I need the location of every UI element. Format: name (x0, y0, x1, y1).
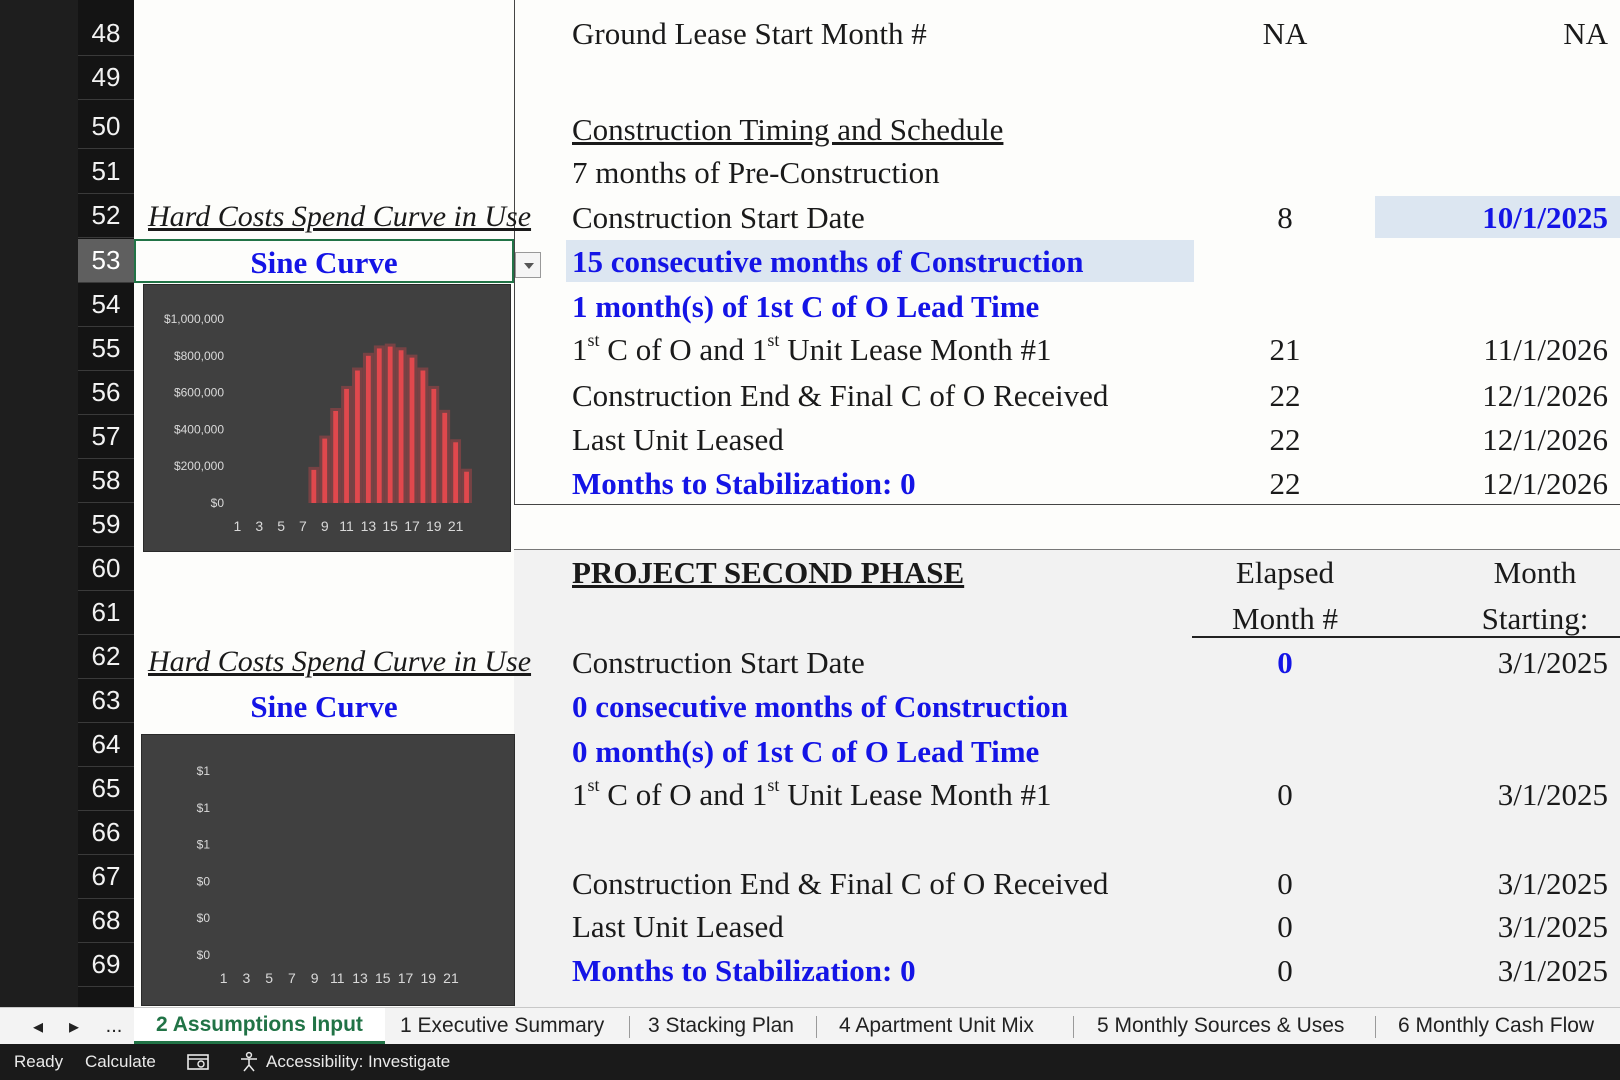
construction-end-label: Construction End & Final C of O Received (572, 378, 1109, 413)
elapsed-header: Elapsed (1235, 555, 1335, 590)
x-tick-label: 21 (447, 518, 464, 534)
row-header[interactable]: 62 (78, 635, 134, 679)
y-tick-label: $1,000,000 (163, 312, 224, 326)
last-unit-leased-num: 22 (1269, 422, 1301, 457)
y-tick-label: $800,000 (173, 348, 224, 363)
y-tick-label: $600,000 (173, 385, 224, 400)
p2-construction-end-num: 0 (1277, 866, 1293, 901)
p2-months-to-stabilization-num: 0 (1277, 953, 1293, 988)
last-unit-leased-label: Last Unit Leased (572, 422, 784, 457)
bar[interactable] (377, 348, 382, 503)
bar[interactable] (453, 442, 458, 503)
status-accessibility[interactable]: Accessibility: Investigate (266, 1052, 451, 1071)
tab-executive-summary[interactable]: 1 Executive Summary (400, 1014, 605, 1037)
bar[interactable] (399, 350, 404, 503)
section-border-bottom (514, 504, 1620, 505)
tab-assumptions-input[interactable]: 2 Assumptions Input (134, 1008, 385, 1044)
tab-scroll-left-icon[interactable]: ◂ (32, 1015, 44, 1038)
curve-label-1: Hard Costs Spend Curve in Use (148, 200, 532, 233)
x-tick-label: 15 (374, 970, 391, 986)
p2-construction-end-date: 3/1/2025 (1497, 866, 1608, 901)
status-ready: Ready (14, 1052, 64, 1071)
lead-time-text[interactable]: 1 month(s) of 1st C of O Lead Time (572, 289, 1040, 324)
sheet-tab-bar (0, 1007, 1620, 1044)
x-tick-label: 5 (277, 518, 285, 534)
construction-start-date[interactable]: 10/1/2025 (1482, 200, 1608, 235)
y-tick-label: $0 (196, 874, 210, 889)
x-tick-label: 9 (320, 518, 329, 534)
x-tick-label: 13 (360, 518, 377, 534)
p2-construction-months-text[interactable]: 0 consecutive months of Construction (572, 689, 1068, 724)
x-tick-label: 7 (287, 970, 296, 986)
y-tick-label: $1 (196, 764, 210, 778)
construction-months-text[interactable]: 15 consecutive months of Construction (572, 244, 1084, 279)
month-num-header: Month # (1232, 601, 1338, 636)
first-co-lease-label: 1st C of O and 1st Unit Lease Month #1 (572, 330, 1052, 367)
y-tick-label: $1 (196, 837, 210, 852)
selected-cell[interactable] (134, 239, 514, 283)
tab-separator (1073, 1016, 1074, 1038)
x-tick-label: 3 (255, 518, 264, 534)
section-border-top (514, 549, 1620, 550)
ground-lease-date: NA (1563, 16, 1608, 51)
row-header[interactable]: 59 (78, 503, 134, 547)
y-tick-label: $400,000 (173, 422, 224, 437)
row-header[interactable]: 49 (78, 56, 134, 100)
x-tick-label: 19 (426, 518, 442, 534)
construction-start-label: Construction Start Date (572, 200, 865, 235)
tab-scroll-right-icon[interactable]: ▸ (68, 1015, 80, 1038)
construction-end-date: 12/1/2026 (1482, 378, 1608, 413)
bar[interactable] (355, 371, 360, 503)
x-tick-label: 1 (233, 518, 242, 534)
row-header[interactable]: 60 (78, 547, 134, 591)
status-bar (0, 1044, 1620, 1080)
row-header[interactable]: 57 (78, 415, 134, 459)
row-header[interactable]: 66 (78, 811, 134, 855)
x-tick-label: 17 (404, 518, 420, 534)
curve-value-1[interactable]: Sine Curve (250, 245, 398, 280)
tab-monthly-sources-uses[interactable]: 5 Monthly Sources & Uses (1097, 1014, 1345, 1037)
ground-lease-num: NA (1262, 16, 1308, 51)
p2-construction-end-label: Construction End & Final C of O Received (572, 866, 1109, 901)
x-tick-label: 5 (265, 970, 274, 986)
y-tick-label: $0 (196, 948, 210, 962)
row-header[interactable]: 56 (78, 371, 134, 415)
status-calculate[interactable]: Calculate (85, 1052, 156, 1071)
first-co-lease-num: 21 (1269, 332, 1301, 367)
last-unit-leased-date: 12/1/2026 (1482, 422, 1608, 457)
p2-construction-start-label: Construction Start Date (572, 645, 865, 680)
months-to-stabilization-num: 22 (1269, 466, 1301, 501)
row-header[interactable]: 63 (78, 679, 134, 723)
curve-label-2: Hard Costs Spend Curve in Use (148, 645, 532, 678)
y-tick-label: $1 (196, 800, 210, 815)
row-header[interactable]: 48 (78, 12, 134, 56)
p2-last-unit-leased-date: 3/1/2025 (1497, 909, 1608, 944)
p2-months-to-stabilization-date: 3/1/2025 (1497, 953, 1608, 988)
row-header[interactable]: 58 (78, 459, 134, 503)
row-header[interactable]: 53 (78, 239, 134, 283)
p2-first-co-lease-date: 3/1/2025 (1497, 777, 1608, 812)
p2-last-unit-leased-num: 0 (1277, 909, 1293, 944)
row-headers (78, 0, 134, 1007)
row-header[interactable]: 52 (78, 194, 134, 238)
bar[interactable] (442, 413, 447, 503)
dropdown-arrow-icon[interactable] (515, 252, 541, 278)
workbook-statistics-icon[interactable] (186, 1044, 210, 1080)
row-header[interactable]: 65 (78, 767, 134, 811)
bar[interactable] (464, 472, 469, 503)
x-tick-label: 9 (310, 970, 319, 986)
p2-first-co-lease-num: 0 (1277, 777, 1293, 812)
p2-months-to-stabilization-label[interactable]: Months to Stabilization: 0 (572, 953, 916, 988)
row-header[interactable]: 50 (78, 105, 134, 149)
p2-construction-start-num[interactable]: 0 (1277, 645, 1293, 680)
x-tick-label: 13 (352, 970, 368, 986)
spend-curve-chart-1[interactable] (143, 284, 511, 552)
bar[interactable] (388, 347, 393, 503)
months-to-stabilization-date: 12/1/2026 (1482, 466, 1608, 501)
bar[interactable] (333, 411, 338, 503)
x-tick-label: 11 (339, 518, 354, 534)
ground-lease-label: Ground Lease Start Month # (572, 16, 927, 51)
p2-construction-start-date: 3/1/2025 (1497, 645, 1608, 680)
bar[interactable] (410, 358, 415, 503)
row-header[interactable]: 61 (78, 591, 134, 635)
months-to-stabilization-label[interactable]: Months to Stabilization: 0 (572, 466, 916, 501)
pre-construction-text: 7 months of Pre-Construction (572, 155, 940, 190)
p2-first-co-lease-label: 1st C of O and 1st Unit Lease Month #1 (572, 775, 1052, 812)
row-header[interactable]: 68 (78, 899, 134, 943)
bar[interactable] (421, 371, 426, 503)
x-tick-label: 1 (219, 970, 228, 986)
x-tick-label: 19 (420, 970, 437, 986)
construction-end-num: 22 (1269, 378, 1301, 413)
bar[interactable] (322, 439, 327, 503)
header-underline (1192, 636, 1620, 638)
x-tick-label: 7 (299, 518, 307, 534)
bar[interactable] (431, 389, 436, 503)
accessibility-icon[interactable] (238, 1044, 260, 1080)
window-left-edge (0, 0, 78, 1007)
x-tick-label: 21 (443, 970, 459, 986)
bar[interactable] (366, 356, 371, 503)
row-header[interactable]: 64 (78, 723, 134, 767)
x-tick-label: 15 (382, 518, 398, 534)
y-tick-label: $200,000 (173, 459, 224, 474)
p2-lead-time-text[interactable]: 0 month(s) of 1st C of O Lead Time (572, 734, 1040, 769)
tab-apartment-unit-mix[interactable]: 4 Apartment Unit Mix (839, 1014, 1034, 1037)
tab-more-button[interactable]: ... (105, 1014, 123, 1037)
row-header[interactable]: 54 (78, 283, 134, 327)
phase2-heading: PROJECT SECOND PHASE (572, 555, 965, 590)
x-tick-label: 3 (242, 970, 251, 986)
spend-curve-chart-2[interactable] (141, 734, 515, 1006)
x-tick-label: 17 (397, 970, 414, 986)
bar[interactable] (311, 470, 316, 503)
tab-monthly-cash-flow[interactable]: 6 Monthly Cash Flow (1398, 1014, 1595, 1037)
tab-stacking-plan[interactable]: 3 Stacking Plan (648, 1014, 794, 1037)
y-tick-label: $0 (210, 496, 224, 510)
row-header[interactable]: 67 (78, 855, 134, 899)
y-tick-label: $0 (196, 911, 210, 926)
construction-start-num: 8 (1277, 200, 1293, 235)
row-header[interactable]: 51 (78, 150, 134, 194)
bar[interactable] (344, 389, 349, 503)
row-header[interactable]: 69 (78, 943, 134, 987)
starting-header: Starting: (1481, 601, 1589, 636)
row-header[interactable]: 55 (78, 327, 134, 371)
month-header: Month (1493, 555, 1577, 590)
x-tick-label: 11 (330, 970, 345, 986)
curve-value-2[interactable]: Sine Curve (250, 689, 398, 724)
first-co-lease-date: 11/1/2026 (1483, 332, 1608, 367)
construction-timing-heading: Construction Timing and Schedule (572, 112, 1004, 147)
p2-last-unit-leased-label: Last Unit Leased (572, 909, 784, 944)
